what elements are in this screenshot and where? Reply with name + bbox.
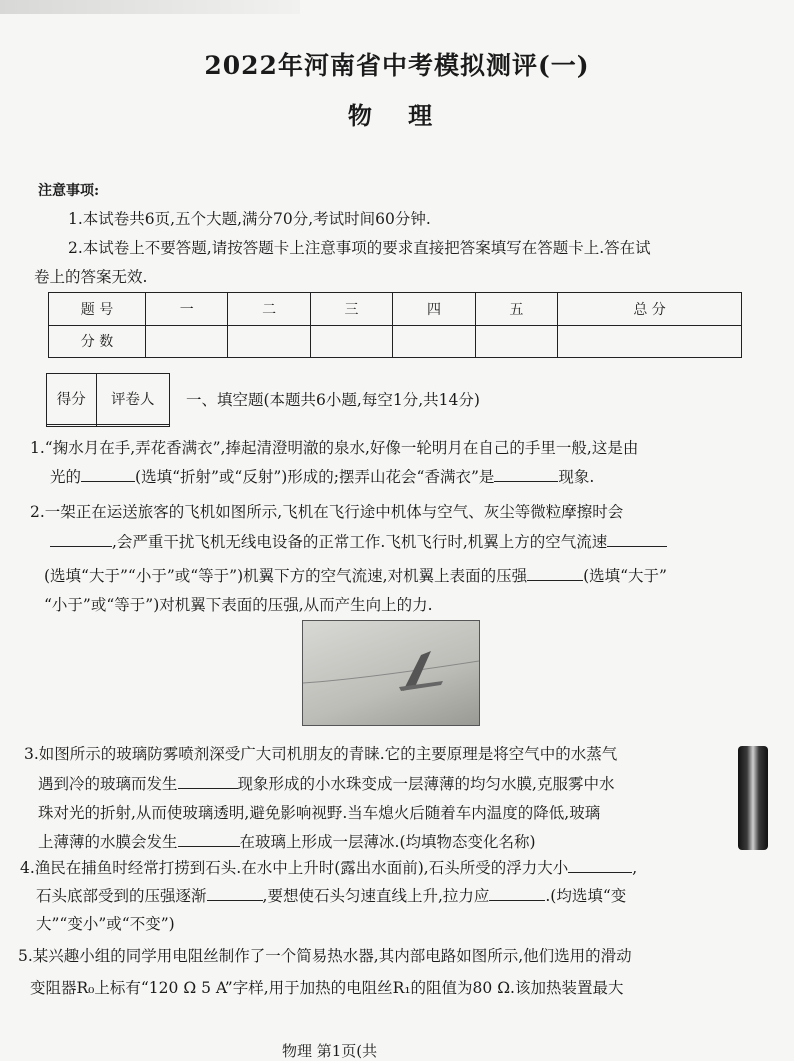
q3-line-3: 珠对光的折射,从而使玻璃透明,避免影响视野.当车熄火后随着车内温度的降低,玻璃: [38, 804, 601, 822]
page-footer: 物理 第1页(共: [282, 1042, 378, 1060]
q2-line-2: ,会严重干扰飞机无线电设备的正常工作.飞机飞行时,机翼上方的空气流速: [50, 530, 667, 552]
q2-blank-1: [50, 534, 112, 547]
q4-line-1: 4.渔民在捕鱼时经常打捞到石头.在水中上升时(露出水面前),石头所受的浮力大小 ,: [20, 859, 638, 877]
grader-box: [46, 373, 170, 427]
row-label-number: 题 号: [49, 293, 146, 326]
note-line-2: 2.本试卷上不要答题,请按答题卡上注意事项的要求直接把答案填写在答题卡上.答在试: [68, 239, 651, 257]
score-table-score-row: [49, 325, 742, 358]
q3-blank-2: [178, 834, 240, 847]
q3-line-2: 遇到冷的玻璃而发生 现象形成的小水珠变成一层薄薄的均匀水膜,克服雾中水: [38, 775, 615, 793]
col-2: 二: [228, 293, 310, 326]
score-cell: [393, 325, 475, 358]
spray-bottle-photo: [738, 746, 768, 850]
q2-blank-2: [607, 534, 667, 547]
grader-name-cell: [96, 424, 169, 426]
grader-score-cell: [47, 424, 97, 426]
q4-blank-2: [207, 888, 263, 901]
col-total: 总 分: [558, 293, 742, 326]
q5-line-1: 5.某兴趣小组的同学用电阻丝制作了一个简易热水器,其内部电路如图所示,他们选用的滑动: [18, 947, 632, 965]
q2-blank-3: [527, 568, 583, 581]
q3-blank-1: [178, 776, 238, 789]
q3-line-1: 3.如图所示的玻璃防雾喷剂深受广大司机朋友的青睐.它的主要原理是将空气中的水蒸气: [24, 745, 618, 763]
q1-blank-1: [81, 469, 135, 482]
score-cell: [475, 325, 557, 358]
score-cell: [310, 325, 392, 358]
q5-line-2: 变阻器R₀上标有“120 Ω 5 A”字样,用于加热的电阻丝R₁的阻值为80 Ω.该加热装置最大: [30, 979, 624, 997]
q4-blank-3: [489, 888, 545, 901]
q4-line-2: 石头底部受到的压强逐渐 ,要想使石头匀速直线上升,拉力应 .(均选填“变: [36, 887, 627, 905]
score-table: [48, 292, 742, 358]
score-table-header-row: [49, 293, 742, 326]
q2-line-3: (选填“大于”“小于”或“等于”)机翼下方的空气流速,对机翼上表面的压强 (选填“大于”: [44, 567, 667, 585]
q3-line-4: 上薄薄的水膜会发生 在玻璃上形成一层薄冰.(均填物态变化名称): [38, 833, 536, 851]
q4-blank-1: [568, 860, 632, 873]
col-5: 五: [475, 293, 557, 326]
col-3: 三: [310, 293, 392, 326]
section-1-title: 一、填空题(本题共6小题,每空1分,共14分): [186, 391, 480, 409]
col-1: 一: [146, 293, 228, 326]
score-cell: [228, 325, 310, 358]
airplane-icon: [303, 621, 479, 725]
scan-shadow: [0, 0, 300, 14]
notes-heading: 注意事项:: [38, 183, 100, 199]
q1-line-1: 1.“掬水月在手,弄花香满衣”,捧起清澄明澈的泉水,好像一轮明月在自己的手里一般,这是由: [30, 439, 639, 457]
exam-title: 2022年河南省中考模拟测评(一): [204, 51, 590, 80]
grader-name-label: 评卷人: [96, 374, 169, 425]
note-line-1: 1.本试卷共6页,五个大题,满分70分,考试时间60分钟.: [68, 210, 431, 228]
col-4: 四: [393, 293, 475, 326]
airplane-photo: [302, 620, 480, 726]
exam-subject: 物 理: [347, 101, 447, 130]
q4-line-3: 大”“变小”或“不变”): [36, 915, 175, 933]
q1-line-2: 光的 (选填“折射”或“反射”)形成的;摆弄山花会“香满衣”是 现象.: [50, 468, 595, 486]
q2-line-4: “小于”或“等于”)对机翼下表面的压强,从而产生向上的力.: [44, 596, 433, 614]
grader-score-label: 得分: [47, 374, 97, 425]
note-line-3: 卷上的答案无效.: [34, 268, 148, 286]
score-cell: [558, 325, 742, 358]
row-label-score: 分 数: [49, 325, 146, 358]
q2-line-1: 2.一架正在运送旅客的飞机如图所示,飞机在飞行途中机体与空气、灰尘等微粒摩擦时会: [30, 503, 624, 521]
q1-blank-2: [494, 469, 558, 482]
score-cell: [146, 325, 228, 358]
